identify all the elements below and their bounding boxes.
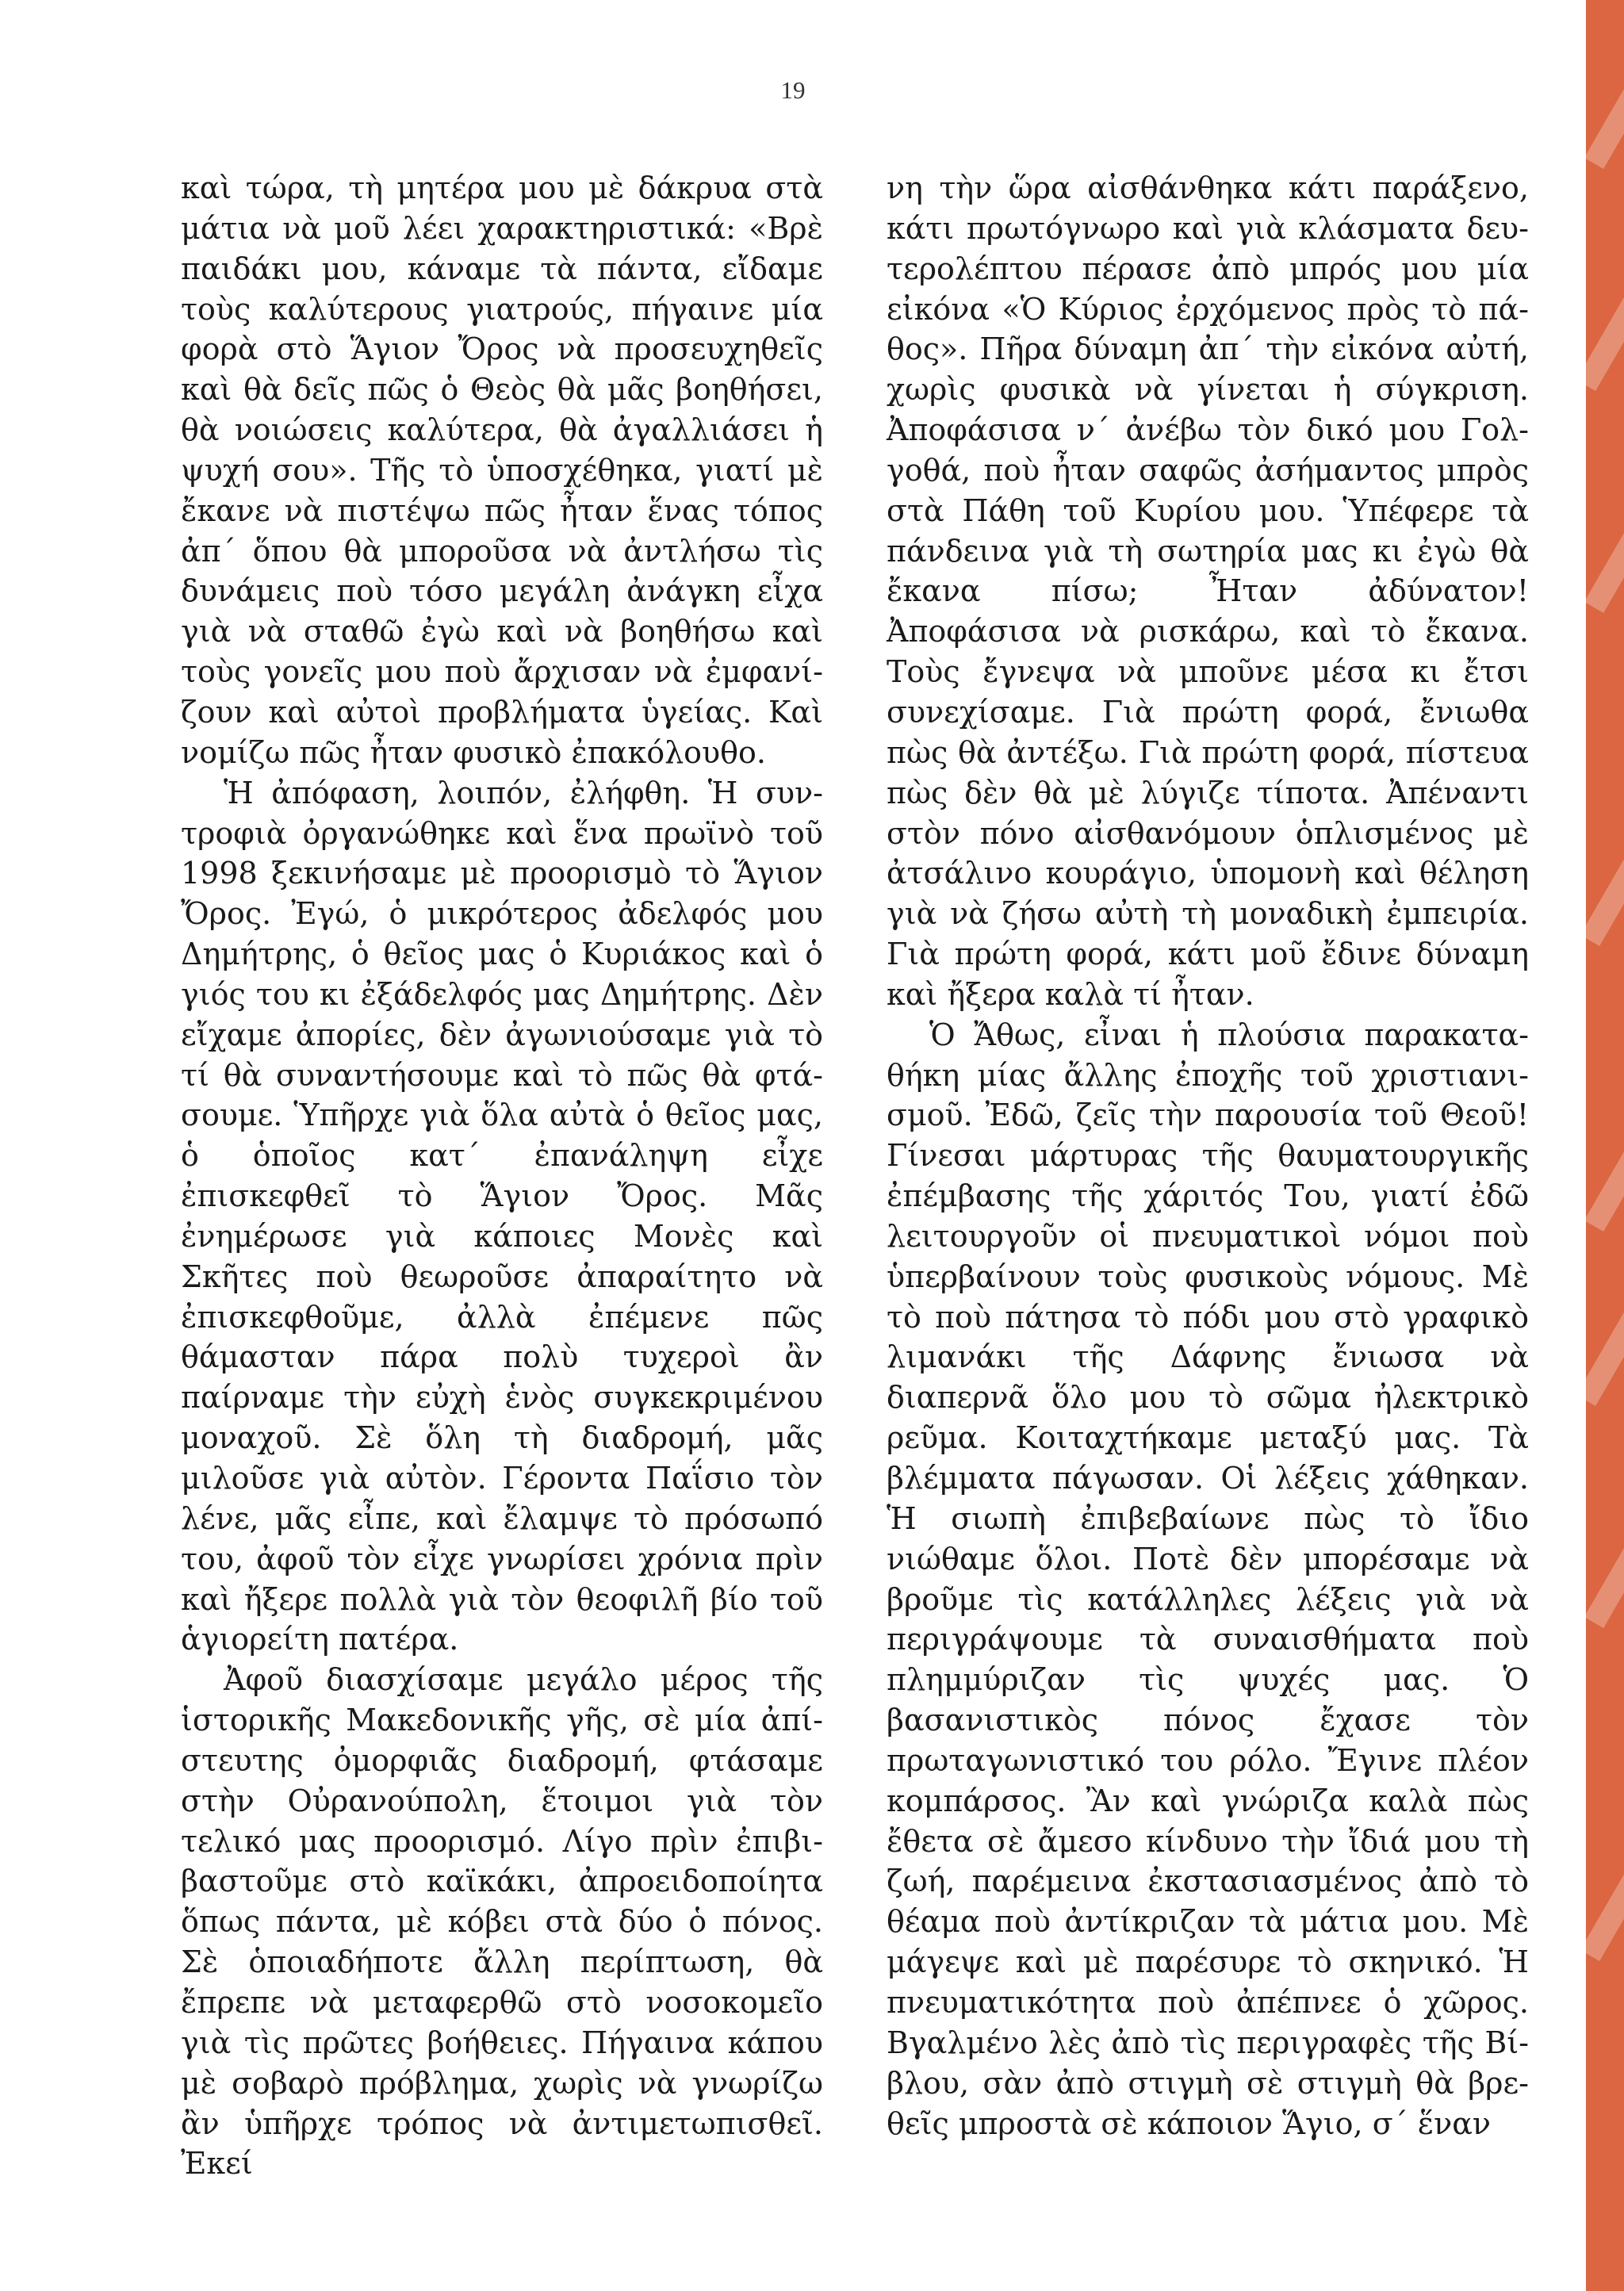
decorative-stripe <box>1586 1534 1624 1628</box>
paragraph: Ἡ ἀπόφαση, λοιπόν, ἐλήφθη. Ἡ συντροφιὰ ὀργανώθηκε καὶ ἕνα πρωϊνὸ τοῦ 1998 ξεκινήσαμε μὲ προορισμὸ τὸ Ἅγιον Ὄρος. Ἐγώ, ὁ μικρότερος ἀδελφός μου Δημήτρης, ὁ θεῖος μας ὁ Κυριάκος καὶ ὁ γιός του κι ἐξάδελφός μας Δημήτρης. Δὲν εἴχαμε ἀπορίες, δὲν ἀγωνιούσαμε γιὰ τὸ τί θὰ συναντήσουμε καὶ τὸ πῶς θὰ φτάσουμε. Ὑπῆρχε γιὰ ὅλα αὐτὰ ὁ θεῖος μας, ὁ ὁποῖος κατ΄ ἐπανάληψη εἶχε ἐπισκεφθεῖ τὸ Ἅγιον Ὄρος. Μᾶς ἐνημέρωσε γιὰ κάποιες Μονὲς καὶ Σκῆτες ποὺ θεωροῦσε ἀπαραίτητο νὰ ἐπισκεφθοῦμε, ἀλλὰ ἐπέμενε πῶς θάμασταν πάρα πολὺ τυχεροὶ ἂν παίρναμε τὴν εὐχὴ ἑνὸς συγκεκριμένου μοναχοῦ. Σὲ ὅλη τὴ διαδρομή, μᾶς μιλοῦσε γιὰ αὐτὸν. Γέροντα Παΐσιο τὸν λένε, μᾶς εἶπε, καὶ ἔλαμψε τὸ πρόσωπό του, ἀφοῦ τὸν εἶχε γνωρίσει χρόνια πρὶν καὶ ἤξερε πολλὰ γιὰ τὸν θεοφιλῆ βίο τοῦ ἁγιορείτη πατέρα. <box>181 775 823 1657</box>
paragraph: νη τὴν ὥρα αἰσθάνθηκα κάτι παράξενο, κάτι πρωτόγνωρο καὶ γιὰ κλάσματα δευτερολέπτου πέρασε ἀπὸ μπρός μου μία εἰκόνα «Ὁ Κύριος ἐρχόμενος πρὸς τὸ πάθος». Πῆρα δύναμη ἀπ΄ τὴν εἰκόνα αὐτή, χωρὶς φυσικὰ νὰ γίνεται ἡ σύγκριση. Ἀποφάσισα ν΄ ἀνέβω τὸν δικό μου Γολγοθά, ποὺ ἦταν σαφῶς ἀσήμαντος μπρὸς στὰ Πάθη τοῦ Κυρίου μου. Ὑπέφερε τὰ πάνδεινα γιὰ τὴ σωτηρία μας κι ἐγὼ θὰ ἔκανα πίσω; Ἦταν ἀδύνατον! Ἀποφάσισα νὰ ρισκάρω, καὶ τὸ ἔκανα. Τοὺς ἔγνεψα νὰ μποῦνε μέσα κι ἔτσι συνεχίσαμε. Γιὰ πρώτη φορά, ἔνιωθα πὼς θὰ ἀντέξω. Γιὰ πρώτη φορά, πίστευα πὼς δὲν θὰ μὲ λύγιζε τίποτα. Ἀπέναντι στὸν πόνο αἰσθανόμουν ὁπλισμένος μὲ ἀτσάλινο κουράγιο, ὑπομονὴ καὶ θέληση γιὰ νὰ ζήσω αὐτὴ τὴ μοναδικὴ ἐμπειρία. Γιὰ πρώτη φορά, κάτι μοῦ ἔδινε δύναμη καὶ ἤξερα καλὰ τί ἦταν. <box>887 170 1529 1012</box>
text-column-right <box>887 168 1529 2144</box>
decorative-stripe <box>1586 297 1624 391</box>
decorative-stripe <box>1586 519 1624 613</box>
page-number: 19 <box>780 76 806 104</box>
text-column-left <box>181 168 823 2184</box>
decorative-stripe <box>1586 1312 1624 1406</box>
decorative-stripe <box>1586 1138 1624 1232</box>
decorative-stripe <box>1586 852 1624 946</box>
paragraph: Ἀφοῦ διασχίσαμε μεγάλο μέρος τῆς ἱστορικῆς Μακεδονικῆς γῆς, σὲ μία ἀπίστευτης ὀμορφιᾶς διαδρομή, φτάσαμε στὴν Οὐρανούπολη, ἕτοιμοι γιὰ τὸν τελικό μας προορισμό. Λίγο πρὶν ἐπιβιβαστοῦμε στὸ καϊκάκι, ἀπροειδοποίητα ὅπως πάντα, μὲ κόβει στὰ δύο ὁ πόνος. Σὲ ὁποιαδήποτε ἄλλη περίπτωση, θὰ ἔπρεπε νὰ μεταφερθῶ στὸ νοσοκομεῖο γιὰ τὶς πρῶτες βοήθειες. Πήγαινα κάπου μὲ σοβαρὸ πρόβλημα, χωρὶς νὰ γνωρίζω ἂν ὑπῆρχε τρόπος νὰ ἀντιμετωπισθεῖ. Ἐκεί <box>181 1662 823 2182</box>
paragraph: Ὁ Ἄθως, εἶναι ἡ πλούσια παρακαταθήκη μίας ἄλλης ἐποχῆς τοῦ χριστιανισμοῦ. Ἐδῶ, ζεῖς τὴν παρουσία τοῦ Θεοῦ! Γίνεσαι μάρτυρας τῆς θαυματουργικῆς ἐπέμβασης τῆς χάριτός Του, γιατί ἐδῶ λειτουργοῦν οἱ πνευματικοὶ νόμοι ποὺ ὑπερβαίνουν τοὺς φυσικοὺς νόμους. Μὲ τὸ ποὺ πάτησα τὸ πόδι μου στὸ γραφικὸ λιμανάκι τῆς Δάφνης ἔνιωσα νὰ διαπερνᾶ ὅλο μου τὸ σῶμα ἠλεκτρικὸ ρεῦμα. Κοιταχτήκαμε μεταξύ μας. Τὰ βλέμματα πάγωσαν. Οἱ λέξεις χάθηκαν. Ἡ σιωπὴ ἐπιβεβαίωνε πὼς τὸ ἴδιο νιώθαμε ὅλοι. Ποτὲ δὲν μπορέσαμε νὰ βροῦμε τὶς κατάλληλες λέξεις γιὰ νὰ περιγράψουμε τὰ συναισθήματα ποὺ πλημμύριζαν τὶς ψυχές μας. Ὁ βασανιστικὸς πόνος ἔχασε τὸν πρωταγωνιστικό του ρόλο. Ἔγινε πλέον κομπάρσος. Ἂν καὶ γνώριζα καλὰ πὼς ἔθετα σὲ ἄμεσο κίνδυνο τὴν ἴδιά μου τὴ ζωή, παρέμεινα ἐκστασιασμένος ἀπὸ τὸ θέαμα ποὺ ἀντίκριζαν τὰ μάτια μου. Μὲ μάγεψε καὶ μὲ παρέσυρε τὸ σκηνικό. Ἡ πνευματικότητα ποὺ ἀπέπνεε ὁ χῶρος. Βγαλμένο λὲς ἀπὸ τὶς περιγραφὲς τῆς Βίβλου, σὰν ἀπὸ στιγμὴ σὲ στιγμὴ θὰ βρεθεῖς μπροστὰ σὲ κάποιον Ἅγιο, σ΄ ἕναν <box>887 1017 1529 2141</box>
decorative-stripe <box>1586 1868 1624 1961</box>
decorative-side-band <box>1586 0 1624 2291</box>
decorative-stripe <box>1586 75 1624 169</box>
paragraph: καὶ τώρα, τὴ μητέρα μου μὲ δάκρυα στὰ μάτια νὰ μοῦ λέει χαρακτηριστικά: «Βρὲ παιδάκι μου, κάναμε τὰ πάντα, εἴδαμε τοὺς καλύτερους γιατρούς, πήγαινε μία φορὰ στὸ Ἅγιον Ὄρος νὰ προσευχηθεῖς καὶ θὰ δεῖς πῶς ὁ Θεὸς θὰ μᾶς βοηθήσει, θὰ νοιώσεις καλύτερα, θὰ ἀγαλλιάσει ἡ ψυχή σου». Τῆς τὸ ὑποσχέθηκα, γιατί μὲ ἔκανε νὰ πιστέψω πῶς ἦταν ἕνας τόπος ἀπ΄ ὅπου θὰ μποροῦσα νὰ ἀντλήσω τὶς δυνάμεις ποὺ τόσο μεγάλη ἀνάγκη εἶχα γιὰ νὰ σταθῶ ἐγὼ καὶ νὰ βοηθήσω καὶ τοὺς γονεῖς μου ποὺ ἄρχισαν νὰ ἐμφανίζουν καὶ αὐτοὶ προβλήματα ὑγείας. Καὶ νομίζω πῶς ἦταν φυσικὸ ἐπακόλουθο. <box>181 170 823 770</box>
